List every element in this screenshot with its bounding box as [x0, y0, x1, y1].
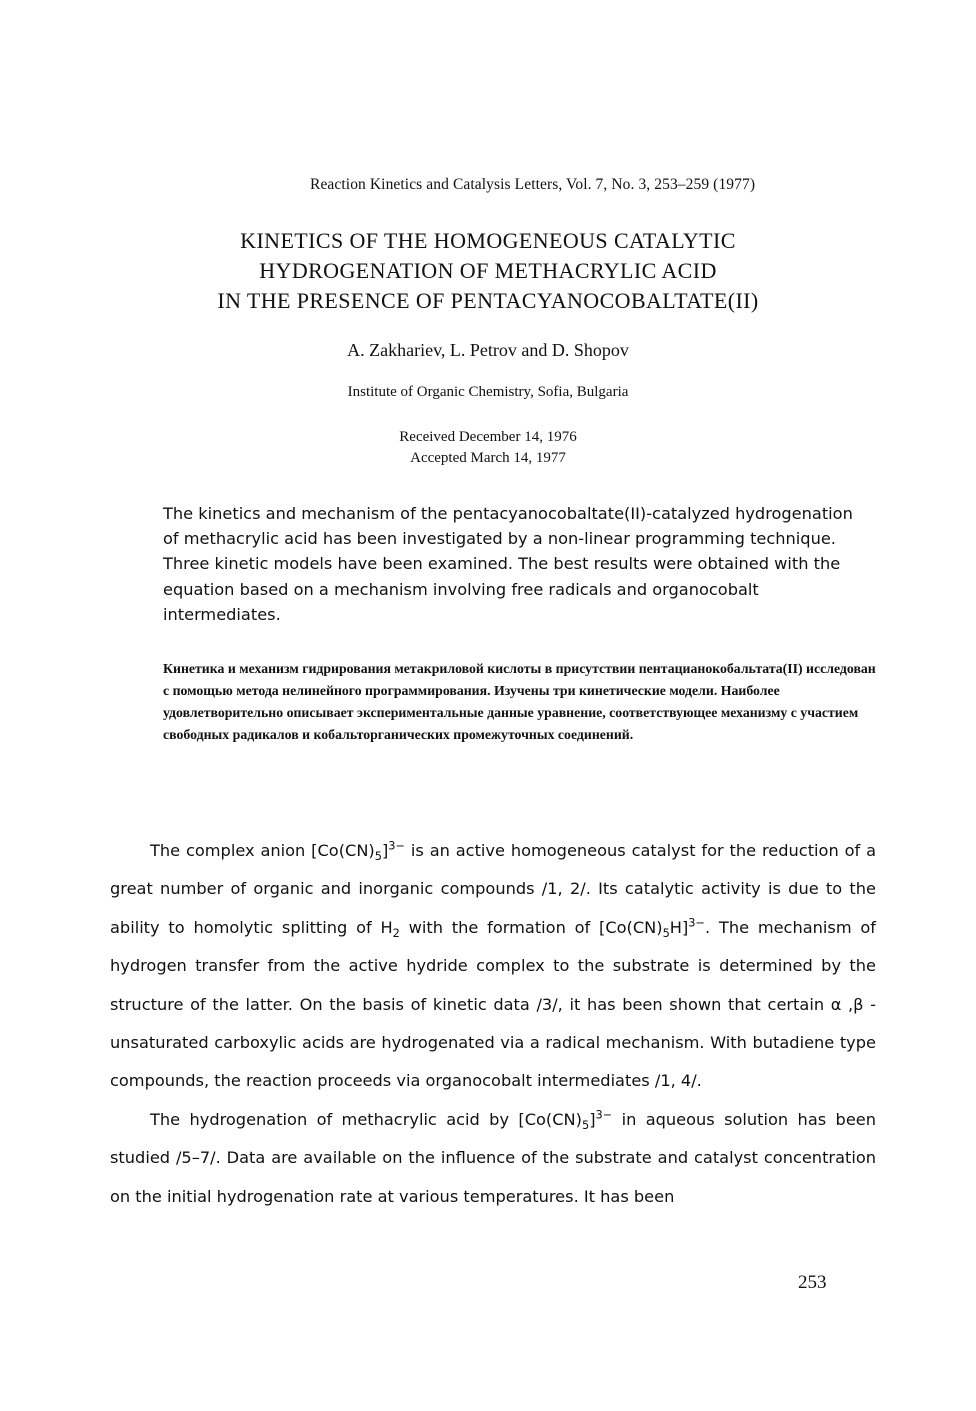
abstract-russian: Кинетика и механизм гидрирования метакриловой кислоты в присутствии пентацианокобальтата(II) исследован с помощью метода нелинейного программирования. Изучены три кинетические модели. Наиболее удовлетворительно описывает экспериментальные данные уравнение, соответствующее механизму с участием свободных радикалов и кобальторганических промежуточных соединений.: [163, 661, 876, 742]
authors: A. Zakhariev, L. Petrov and D. Shopov: [347, 340, 629, 360]
paragraph-2: The hydrogenation of methacrylic acid by $[Co(CN)_5]^{3-}$ in aqueous solution has been studied /5–7/. Data are available on the influence of the substrate and catalyst concentration on the initial hydrogenation rate at various temperatures. It has been: [110, 1107, 876, 1206]
accepted-date: Accepted March 14, 1977: [410, 450, 566, 466]
title-line-1: KINETICS OF THE HOMOGENEOUS CATALYTIC: [240, 228, 736, 253]
abstract-english: The kinetics and mechanism of the pentacyanocobaltate(II)-catalyzed hydrogenation of methacrylic acid has been investigated by a non-linear programming technique. Three kinetic models have been examined. The best results were obtained with the equation based on a mechanism involving free radicals and organocobalt intermediates.: [163, 504, 853, 624]
journal-citation: Reaction Kinetics and Catalysis Letters, Vol. 7, No. 3, 253–259 (1977): [310, 176, 756, 193]
title-line-2: HYDROGENATION OF METHACRYLIC ACID: [259, 258, 717, 283]
paragraph-1: The complex anion $[Co(CN)_5]^{3-}$ is an active homogeneous catalyst for the reduction of a great number of organic and inorganic compounds /1, 2/. Its catalytic activity is due to the ability to homolytic splitting of $H_2$ with the formation of $[Co(CN)_5H]^{3-}$. The mechanism of hydrogen transfer from the active hydride complex to the substrate is determined by the structure of the latter. On the basis of kinetic data /3/, it has been shown that certain α ,β -unsaturated carboxylic acids are hydrogenated via a radical mechanism. With butadiene type compounds, the reaction proceeds via organocobalt intermediates /1, 4/.: [110, 838, 876, 1091]
body-text: [110, 832, 876, 1216]
affiliation: Institute of Organic Chemistry, Sofia, Bulgaria: [347, 384, 629, 400]
title-line-3: IN THE PRESENCE OF PENTACYANOCOBALTATE(II): [217, 288, 759, 313]
dates: [100, 427, 876, 469]
received-date: Received December 14, 1976: [399, 429, 577, 445]
paper-title: [100, 226, 876, 316]
page-number: 253: [798, 1272, 827, 1293]
